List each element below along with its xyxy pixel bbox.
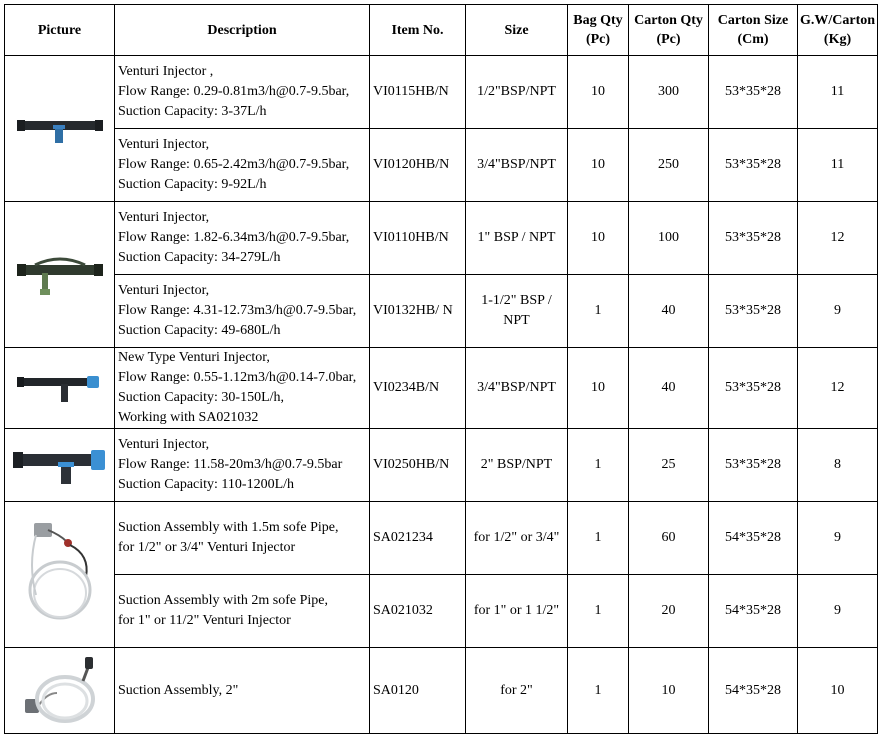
description-cell (115, 56, 370, 129)
size-line: 1-1/2" BSP / (481, 293, 552, 308)
header-item-no: Item No. (370, 5, 466, 56)
description-line: Flow Range: 1.82-6.34m3/h@0.7-9.5bar, (118, 230, 350, 245)
header-bag-qty (568, 5, 629, 56)
size-cell: 2" BSP/NPT (466, 429, 568, 502)
size-cell (466, 275, 568, 348)
size-cell: 1" BSP / NPT (466, 202, 568, 275)
header-picture: Picture (5, 5, 115, 56)
table-row (5, 129, 878, 202)
header-size: Size (466, 5, 568, 56)
description-cell (115, 502, 370, 575)
item-no-cell: SA021234 (370, 502, 466, 575)
gw-cell: 10 (798, 648, 878, 734)
description-cell (115, 429, 370, 502)
carton-qty-cell: 100 (629, 202, 709, 275)
table-row (5, 429, 878, 502)
item-no-cell: VI0115HB/N (370, 56, 466, 129)
header-bag-qty-label: Bag Qty (573, 13, 623, 28)
description-line: for 1/2" or 3/4" Venturi Injector (118, 540, 296, 555)
bag-qty-cell: 1 (568, 275, 629, 348)
suction-assembly-icon (20, 515, 100, 635)
product-image-venturi-injector-green (5, 202, 115, 348)
carton-size-cell: 53*35*28 (709, 429, 798, 502)
table-row (5, 648, 878, 734)
description-line: Venturi Injector, (118, 137, 210, 152)
gw-cell: 9 (798, 502, 878, 575)
header-row (5, 5, 878, 56)
item-no-cell: VI0110HB/N (370, 202, 466, 275)
bag-qty-cell: 10 (568, 56, 629, 129)
product-image-venturi-injector-2inch (5, 429, 115, 502)
size-cell: 3/4"BSP/NPT (466, 129, 568, 202)
carton-qty-cell: 25 (629, 429, 709, 502)
gw-cell: 9 (798, 275, 878, 348)
description-line: Venturi Injector , (118, 64, 214, 79)
description-line: Suction Capacity: 9-92L/h (118, 177, 267, 192)
gw-cell: 12 (798, 348, 878, 429)
carton-size-cell: 53*35*28 (709, 348, 798, 429)
header-gw (798, 5, 878, 56)
description-cell (115, 348, 370, 429)
size-cell: 1/2"BSP/NPT (466, 56, 568, 129)
description-line: Flow Range: 0.65-2.42m3/h@0.7-9.5bar, (118, 157, 350, 172)
description-line: Suction Capacity: 30-150L/h, (118, 390, 285, 405)
description-line: Flow Range: 11.58-20m3/h@0.7-9.5bar (118, 457, 343, 472)
size-cell: for 1" or 1 1/2" (466, 575, 568, 648)
item-no-cell: SA0120 (370, 648, 466, 734)
size-line: NPT (503, 313, 530, 328)
bag-qty-cell: 1 (568, 648, 629, 734)
gw-cell: 9 (798, 575, 878, 648)
header-bag-qty-unit: (Pc) (585, 32, 611, 47)
header-gw-label: G.W/Carton (800, 13, 876, 28)
size-cell: 3/4"BSP/NPT (466, 348, 568, 429)
item-no-cell: VI0234B/N (370, 348, 466, 429)
item-no-cell: VI0250HB/N (370, 429, 466, 502)
carton-size-cell: 54*35*28 (709, 502, 798, 575)
description-line: Flow Range: 4.31-12.73m3/h@0.7-9.5bar, (118, 303, 357, 318)
product-image-suction-assembly-coil (5, 502, 115, 648)
description-line: Venturi Injector, (118, 283, 210, 298)
bag-qty-cell: 10 (568, 348, 629, 429)
description-line: Suction Assembly with 2m sofe Pipe, (118, 593, 328, 608)
carton-qty-cell: 20 (629, 575, 709, 648)
venturi-injector-icon (15, 245, 105, 305)
gw-cell: 11 (798, 129, 878, 202)
venturi-injector-icon (15, 368, 105, 408)
bag-qty-cell: 10 (568, 202, 629, 275)
carton-size-cell: 54*35*28 (709, 648, 798, 734)
carton-size-cell: 53*35*28 (709, 275, 798, 348)
carton-qty-cell: 40 (629, 275, 709, 348)
carton-size-cell: 53*35*28 (709, 129, 798, 202)
suction-assembly-icon (17, 653, 103, 729)
size-cell: for 2" (466, 648, 568, 734)
description-line: Flow Range: 0.55-1.12m3/h@0.14-7.0bar, (118, 370, 357, 385)
bag-qty-cell: 1 (568, 429, 629, 502)
table-row (5, 348, 878, 429)
carton-qty-cell: 300 (629, 56, 709, 129)
description-cell (115, 275, 370, 348)
carton-size-cell: 53*35*28 (709, 202, 798, 275)
description-line: New Type Venturi Injector, (118, 350, 270, 365)
description-cell (115, 575, 370, 648)
table-row (5, 275, 878, 348)
description-cell (115, 202, 370, 275)
description-line: Suction Capacity: 3-37L/h (118, 104, 267, 119)
carton-qty-cell: 40 (629, 348, 709, 429)
header-carton-qty-unit: (Pc) (656, 32, 681, 47)
gw-cell: 8 (798, 429, 878, 502)
header-carton-size (709, 5, 798, 56)
description-line: Flow Range: 0.29-0.81m3/h@0.7-9.5bar, (118, 84, 350, 99)
description-line: Suction Capacity: 34-279L/h (118, 250, 281, 265)
carton-qty-cell: 250 (629, 129, 709, 202)
venturi-injector-icon (11, 440, 109, 490)
description-line: for 1" or 11/2" Venturi Injector (118, 613, 291, 628)
product-image-venturi-injector-small (5, 56, 115, 202)
venturi-injector-icon (15, 109, 105, 149)
description-line: Venturi Injector, (118, 210, 210, 225)
header-description: Description (115, 5, 370, 56)
description-cell (115, 648, 370, 734)
product-image-venturi-injector-new-type (5, 348, 115, 429)
carton-size-cell: 54*35*28 (709, 575, 798, 648)
description-cell (115, 129, 370, 202)
bag-qty-cell: 1 (568, 575, 629, 648)
table-row (5, 56, 878, 129)
table-row (5, 575, 878, 648)
table-row (5, 202, 878, 275)
bag-qty-cell: 10 (568, 129, 629, 202)
description-line: Suction Capacity: 110-1200L/h (118, 477, 295, 492)
description-line: Working with SA021032 (118, 410, 259, 425)
product-image-suction-assembly-2inch (5, 648, 115, 734)
product-table (4, 4, 878, 734)
gw-cell: 12 (798, 202, 878, 275)
description-line: Venturi Injector, (118, 437, 210, 452)
description-line: Suction Capacity: 49-680L/h (118, 323, 281, 338)
carton-qty-cell: 10 (629, 648, 709, 734)
table-row (5, 502, 878, 575)
header-carton-size-unit: (Cm) (737, 32, 769, 47)
item-no-cell: VI0120HB/N (370, 129, 466, 202)
item-no-cell: SA021032 (370, 575, 466, 648)
bag-qty-cell: 1 (568, 502, 629, 575)
description-line: Suction Assembly, 2" (118, 682, 239, 698)
header-carton-size-label: Carton Size (717, 13, 789, 28)
header-carton-qty (629, 5, 709, 56)
carton-qty-cell: 60 (629, 502, 709, 575)
size-cell: for 1/2" or 3/4" (466, 502, 568, 575)
description-line: Suction Assembly with 1.5m sofe Pipe, (118, 520, 339, 535)
gw-cell: 11 (798, 56, 878, 129)
header-carton-qty-label: Carton Qty (634, 13, 703, 28)
item-no-cell: VI0132HB/ N (370, 275, 466, 348)
carton-size-cell: 53*35*28 (709, 56, 798, 129)
header-gw-unit: (Kg) (823, 32, 852, 47)
